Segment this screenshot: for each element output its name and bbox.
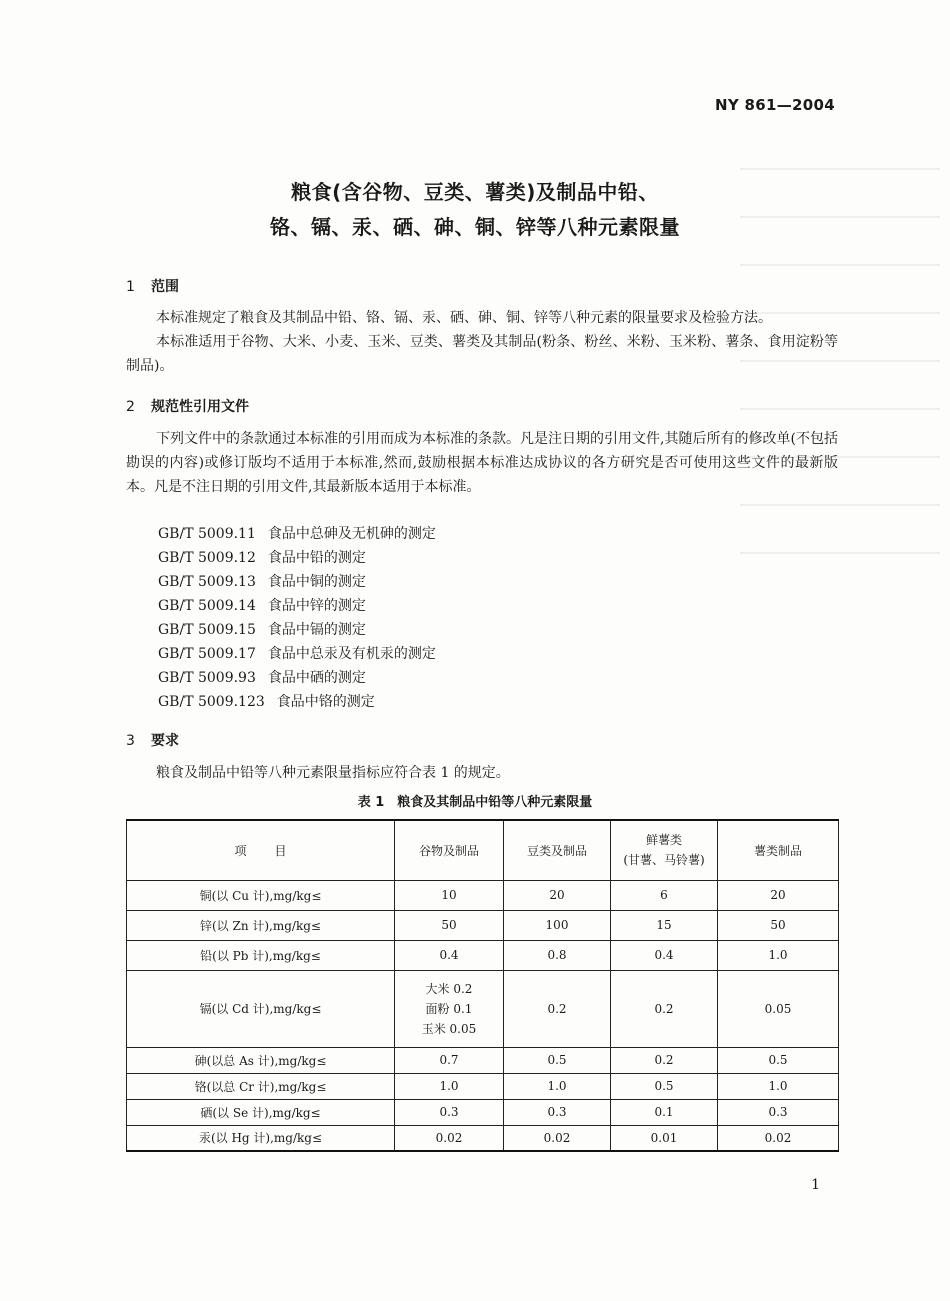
reference-item — [158, 666, 366, 690]
cell-legumes: 0.3 — [504, 1099, 611, 1125]
reference-name: 食品中总砷及无机砷的测定 — [267, 526, 436, 542]
header-tuber-products: 薯类制品 — [718, 820, 839, 880]
cell-cereals-line: 大米 0.2 — [425, 981, 473, 996]
reference-item — [158, 690, 375, 714]
reference-item — [158, 570, 366, 594]
requirements-paragraph: 粮食及制品中铅等八种元素限量指标应符合表 1 的规定。 — [156, 765, 510, 781]
cell-fresh-tubers: 6 — [611, 880, 718, 910]
cell-legumes: 0.02 — [504, 1125, 611, 1151]
header-item-char-1: 项 — [234, 843, 247, 858]
document-title-line-1: 粮食(含谷物、豆类、薯类)及制品中铅、 — [291, 180, 659, 204]
cell-fresh-tubers: 15 — [611, 910, 718, 940]
cell-fresh-tubers: 0.2 — [611, 1047, 718, 1073]
section-title: 规范性引用文件 — [151, 399, 249, 415]
section-heading-scope — [126, 276, 179, 296]
reference-name: 食品中铜的测定 — [267, 574, 366, 590]
table-row — [127, 1125, 839, 1151]
reference-code: GB/T 5009.13 — [158, 574, 256, 590]
scope-paragraph-1: 本标准规定了粮食及其制品中铅、铬、镉、汞、硒、砷、铜、锌等八种元素的限量要求及检验方法。 — [156, 310, 772, 326]
table-row — [127, 1047, 839, 1073]
header-cereals: 谷物及制品 — [395, 820, 504, 880]
row-item: 镉(以 Cd 计),mg/kg≤ — [127, 970, 395, 1047]
header-item-char-2: 目 — [274, 843, 287, 858]
reference-item — [158, 618, 366, 642]
document-title-line-2: 铬、镉、汞、硒、砷、铜、锌等八种元素限量 — [270, 215, 680, 239]
cell-cereals: 1.0 — [395, 1073, 504, 1099]
cell-fresh-tubers: 0.2 — [611, 970, 718, 1047]
reference-code: GB/T 5009.17 — [158, 646, 256, 662]
cell-cereals-line: 玉米 0.05 — [421, 1021, 477, 1036]
cell-tuber-products: 0.05 — [718, 970, 839, 1047]
reference-code: GB/T 5009.93 — [158, 670, 256, 686]
cell-legumes: 0.2 — [504, 970, 611, 1047]
header-fresh-tubers-line-1: 鲜薯类 — [645, 833, 682, 848]
table-row — [127, 1099, 839, 1125]
section-number: 1 — [126, 279, 135, 295]
cell-cereals: 0.4 — [395, 940, 504, 970]
element-limits-table — [126, 819, 839, 1152]
cell-tuber-products: 20 — [718, 880, 839, 910]
cell-legumes: 1.0 — [504, 1073, 611, 1099]
cell-tuber-products: 0.02 — [718, 1125, 839, 1151]
row-item: 汞(以 Hg 计),mg/kg≤ — [127, 1125, 395, 1151]
section-heading-requirements — [126, 730, 179, 750]
header-item — [127, 820, 395, 880]
cell-cereals: 0.7 — [395, 1047, 504, 1073]
header-legumes: 豆类及制品 — [504, 820, 611, 880]
reference-name: 食品中镉的测定 — [267, 622, 366, 638]
cell-fresh-tubers: 0.01 — [611, 1125, 718, 1151]
row-item: 铅(以 Pb 计),mg/kg≤ — [127, 940, 395, 970]
header-fresh-tubers — [611, 820, 718, 880]
cell-cereals: 10 — [395, 880, 504, 910]
table-row — [127, 880, 839, 910]
section-title: 要求 — [151, 733, 179, 749]
reference-code: GB/T 5009.11 — [158, 526, 256, 542]
section-title: 范围 — [151, 279, 179, 295]
cell-cereals-line: 面粉 0.1 — [425, 1001, 473, 1016]
cell-legumes: 0.8 — [504, 940, 611, 970]
cell-legumes: 100 — [504, 910, 611, 940]
cell-tuber-products: 0.3 — [718, 1099, 839, 1125]
scope-paragraph-2: 本标准适用于谷物、大米、小麦、玉米、豆类、薯类及其制品(粉条、粉丝、米粉、玉米粉、薯条、食用淀粉等制品)。 — [126, 334, 838, 374]
table-row — [127, 910, 839, 940]
cell-tuber-products: 1.0 — [718, 940, 839, 970]
cell-tuber-products: 50 — [718, 910, 839, 940]
reference-code: GB/T 5009.15 — [158, 622, 256, 638]
reference-code: GB/T 5009.14 — [158, 598, 256, 614]
cell-cereals: 0.3 — [395, 1099, 504, 1125]
table-row — [127, 1073, 839, 1099]
section-heading-normative-references — [126, 396, 249, 416]
reference-item — [158, 546, 366, 570]
reference-name: 食品中铅的测定 — [267, 550, 366, 566]
reference-name: 食品中铬的测定 — [276, 694, 375, 710]
reference-code: GB/T 5009.123 — [158, 694, 265, 710]
row-item: 硒(以 Se 计),mg/kg≤ — [127, 1099, 395, 1125]
table-header-row — [127, 820, 839, 880]
section-number: 3 — [126, 733, 135, 749]
cell-fresh-tubers: 0.1 — [611, 1099, 718, 1125]
row-item: 砷(以总 As 计),mg/kg≤ — [127, 1047, 395, 1073]
reference-item — [158, 642, 436, 666]
reference-code: GB/T 5009.12 — [158, 550, 256, 566]
row-item: 铬(以总 Cr 计),mg/kg≤ — [127, 1073, 395, 1099]
reference-item — [158, 522, 436, 546]
reference-item — [158, 594, 366, 618]
cell-fresh-tubers: 0.5 — [611, 1073, 718, 1099]
cell-fresh-tubers: 0.4 — [611, 940, 718, 970]
table-row — [127, 940, 839, 970]
reference-name: 食品中总汞及有机汞的测定 — [267, 646, 436, 662]
page-number: 1 — [811, 1177, 820, 1193]
cell-legumes: 0.5 — [504, 1047, 611, 1073]
reference-name: 食品中锌的测定 — [267, 598, 366, 614]
cell-legumes: 20 — [504, 880, 611, 910]
section-number: 2 — [126, 399, 135, 415]
standard-code: NY 861—2004 — [715, 96, 835, 114]
cell-cereals: 50 — [395, 910, 504, 940]
table-row — [127, 970, 839, 1047]
reference-name: 食品中硒的测定 — [267, 670, 366, 686]
cell-tuber-products: 1.0 — [718, 1073, 839, 1099]
cell-cereals — [395, 970, 504, 1047]
header-fresh-tubers-line-2: (甘薯、马铃薯) — [623, 853, 705, 868]
cell-tuber-products: 0.5 — [718, 1047, 839, 1073]
row-item: 铜(以 Cu 计),mg/kg≤ — [127, 880, 395, 910]
normative-paragraph: 下列文件中的条款通过本标准的引用而成为本标准的条款。凡是注日期的引用文件,其随后所有的修改单(不包括勘误的内容)或修订版均不适用于本标准,然而,鼓励根据本标准达成协议的各方研究是否可使用这些文件的最新版本。凡是不注日期的引用文件,其最新版本适用于本标准。 — [126, 431, 838, 495]
cell-cereals: 0.02 — [395, 1125, 504, 1151]
row-item: 锌(以 Zn 计),mg/kg≤ — [127, 910, 395, 940]
table-caption: 表 1 粮食及其制品中铅等八种元素限量 — [357, 795, 593, 810]
